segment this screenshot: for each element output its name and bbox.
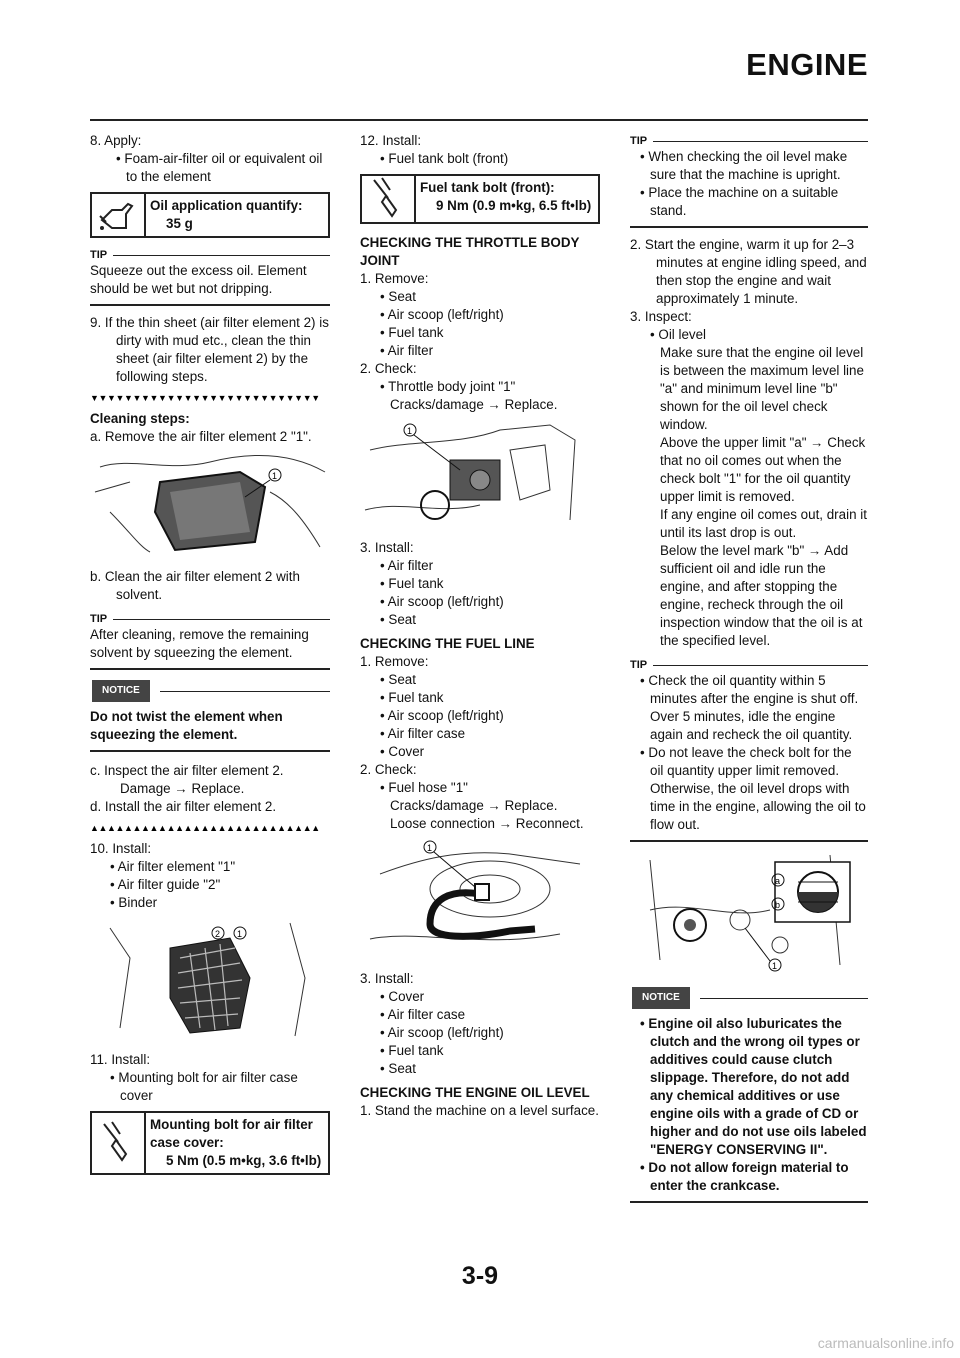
tip-label: TIP (630, 659, 648, 671)
tip-box-4 (630, 658, 868, 842)
callout-b: b (775, 900, 781, 910)
list-item: • Air scoop (left/right) (380, 307, 504, 322)
throttle-step-3: 3. Install: (360, 540, 414, 555)
step-d: d. Install the air filter element 2. (90, 799, 277, 814)
step-10-bullet: • Binder (110, 895, 158, 910)
throttle-step-2-sub: Cracks/damage → Replace. (390, 397, 558, 412)
step-b: b. Clean the air filter element 2 with solvent. (90, 569, 300, 602)
list-item: • Cover (380, 744, 425, 759)
callout-1: 1 (237, 929, 243, 939)
spec-title: Mounting bolt for air filter case cover: (150, 1117, 313, 1150)
notice-badge: NOTICE (92, 680, 150, 702)
figure-air-filter-removal (90, 452, 330, 562)
fuel-step-2: 2. Check: (360, 762, 417, 777)
spec-title: Oil application quantify: (150, 198, 303, 213)
page-number: 3-9 (461, 1262, 499, 1290)
list-item: • Fuel tank (380, 576, 444, 591)
tip-box-2 (90, 612, 330, 670)
tip-box-1 (90, 248, 330, 306)
list-item: • Fuel tank (380, 325, 444, 340)
fuel-step-2-sub: Loose connection → Reconnect. (390, 816, 584, 831)
list-item: • Seat (380, 1061, 416, 1076)
list-item: • Fuel tank (380, 1043, 444, 1058)
list-item: • Throttle body joint "1" (380, 379, 516, 394)
spec-value: 9 Nm (0.9 m•kg, 6.5 ft•lb) (436, 198, 592, 213)
list-item: • Fuel hose "1" (380, 780, 468, 795)
figure-air-filter-install (90, 918, 330, 1045)
step-12: 12. Install: (360, 133, 422, 148)
list-item: • Fuel tank (380, 690, 444, 705)
spec-value: 35 g (166, 216, 193, 231)
step-10-bullet: • Air filter element "1" (110, 859, 236, 874)
notice-badge: NOTICE (632, 987, 690, 1009)
fuel-step-1: 1. Remove: (360, 654, 429, 669)
oil-can-icon (92, 194, 146, 236)
spec-oil-quantity (90, 192, 330, 238)
throttle-step-1: 1. Remove: (360, 271, 429, 286)
figure-throttle-body (360, 420, 600, 533)
notice-text: Do not twist the element when squeezing the element. (90, 709, 283, 742)
list-item: • Air filter (380, 558, 434, 573)
step-c: c. Inspect the air filter element 2. (90, 763, 284, 778)
list-item: • Cover (380, 989, 425, 1004)
throttle-step-2: 2. Check: (360, 361, 417, 376)
tip-text: Squeeze out the excess oil. Element should be wet but not dripping. (90, 263, 307, 296)
spec-title: Fuel tank bolt (front): (420, 180, 555, 195)
callout-1: 1 (772, 961, 778, 971)
oil-step-1: 1. Stand the machine on a level surface. (360, 1103, 599, 1118)
oil-paragraph: Above the upper limit "a" → Check that no oil comes out when the check bolt "1" for the oil quantity upper limit is removed. (660, 435, 866, 504)
list-item: • Air filter case (380, 726, 466, 741)
watermark: carmanualsonline.info (817, 1335, 954, 1351)
list-item: • Air filter case (380, 1007, 466, 1022)
callout-1: 1 (427, 843, 433, 853)
list-item: • Seat (380, 612, 416, 627)
up-marker-row: ▲▲▲▲▲▲▲▲▲▲▲▲▲▲▲▲▲▲▲▲▲▲▲▲▲▲▲ (90, 823, 320, 833)
tip-bullet: • Check the oil quantity within 5 minutes after the engine is shut off. Over 5 minutes, idle the engine again and recheck the oil quantity. (640, 673, 859, 742)
step-9: 9. If the thin sheet (air filter element 2) is dirty with mud etc., clean the thin sheet (air filter element 2) by the following steps. (90, 315, 329, 384)
oil-paragraph: Make sure that the engine oil level is between the maximum level line "a" and minimum level line "b" shown for the oil level check window. (660, 345, 864, 432)
down-marker-row: ▼▼▼▼▼▼▼▼▼▼▼▼▼▼▼▼▼▼▼▼▼▼▼▼▼▼▼ (90, 393, 320, 403)
step-12-bullet: • Fuel tank bolt (front) (380, 151, 509, 166)
oil-step-2: 2. Start the engine, warm it up for 2–3 minutes at engine idling speed, and then stop the engine and wait approximately 1 minute. (630, 237, 867, 306)
notice-header (630, 987, 868, 1009)
column-3 (630, 132, 868, 1203)
spec-fuel-tank-bolt (360, 174, 600, 224)
header-rule (90, 119, 868, 121)
figure-oil-window (630, 850, 868, 977)
callout-1: 1 (272, 471, 278, 481)
tip-text: After cleaning, remove the remaining solvent by squeezing the element. (90, 627, 309, 660)
fuel-step-3: 3. Install: (360, 971, 414, 986)
step-8-bullet: • Foam-air-filter oil or equivalent oil to the element (116, 151, 323, 184)
column-2 (360, 132, 600, 1120)
fuel-line-heading: CHECKING THE FUEL LINE (360, 636, 535, 651)
step-11: 11. Install: (90, 1052, 151, 1067)
tip-label: TIP (90, 249, 108, 261)
list-item: • Oil level (650, 327, 707, 342)
torque-wrench-icon (362, 176, 416, 222)
callout-2: 2 (215, 929, 221, 939)
spec-value: 5 Nm (0.5 m•kg, 3.6 ft•lb) (166, 1153, 322, 1168)
notice-header (90, 680, 330, 702)
notice-bullet: • Engine oil also luburicates the clutch and the wrong oil types or additives could cause clutch slippage. Therefore, do not add any chemical additives or use engine oils with a grade of CD or higher and do not use oils labeled "ENERGY CONSERVING II". (640, 1016, 867, 1157)
oil-level-heading: CHECKING THE ENGINE OIL LEVEL (360, 1085, 590, 1100)
throttle-heading: CHECKING THE THROTTLE BODY JOINT (360, 235, 580, 268)
notice-bullet: • Do not allow foreign material to enter the crankcase. (640, 1160, 849, 1193)
spec-mounting-bolt (90, 1111, 330, 1175)
step-10-bullet: • Air filter guide "2" (110, 877, 221, 892)
oil-paragraph: If any engine oil comes out, drain it until its last drop is out. (660, 507, 867, 540)
torque-wrench-icon (92, 1113, 146, 1173)
column-1 (90, 132, 330, 1185)
tip-label: TIP (630, 135, 648, 147)
tip-box-3 (630, 134, 868, 228)
step-11-bullet: • Mounting bolt for air filter case cover (110, 1070, 298, 1103)
callout-1: 1 (407, 426, 413, 436)
step-a: a. Remove the air filter element 2 "1". (90, 429, 312, 444)
list-item: • Air scoop (left/right) (380, 1025, 504, 1040)
cleaning-heading: Cleaning steps: (90, 411, 190, 426)
tip-bullet: • Place the machine on a suitable stand. (640, 185, 839, 218)
tip-bullet: • Do not leave the check bolt for the oil quantity upper limit removed. Otherwise, the oil level drops with time in the engine, allowing the oil to flow out. (640, 745, 866, 832)
page-title: ENGINE (746, 47, 868, 82)
list-item: • Air scoop (left/right) (380, 708, 504, 723)
list-item: • Air filter (380, 343, 434, 358)
step-10: 10. Install: (90, 841, 152, 856)
oil-paragraph: Below the level mark "b" → Add sufficient oil and idle run the engine, and after stopping the engine, recheck through the oil inspection window that the oil is at the specified level. (660, 543, 863, 648)
tip-label: TIP (90, 613, 108, 625)
step-8: 8. Apply: (90, 133, 142, 148)
list-item: • Seat (380, 672, 416, 687)
oil-step-3: 3. Inspect: (630, 309, 692, 324)
callout-a: a (775, 876, 781, 886)
fuel-step-2-sub: Cracks/damage → Replace. (390, 798, 558, 813)
list-item: • Air scoop (left/right) (380, 594, 504, 609)
figure-fuel-hose (360, 839, 600, 964)
tip-bullet: • When checking the oil level make sure that the machine is upright. (640, 149, 848, 182)
step-c-sub: Damage → Replace. (120, 781, 245, 796)
list-item: • Seat (380, 289, 416, 304)
